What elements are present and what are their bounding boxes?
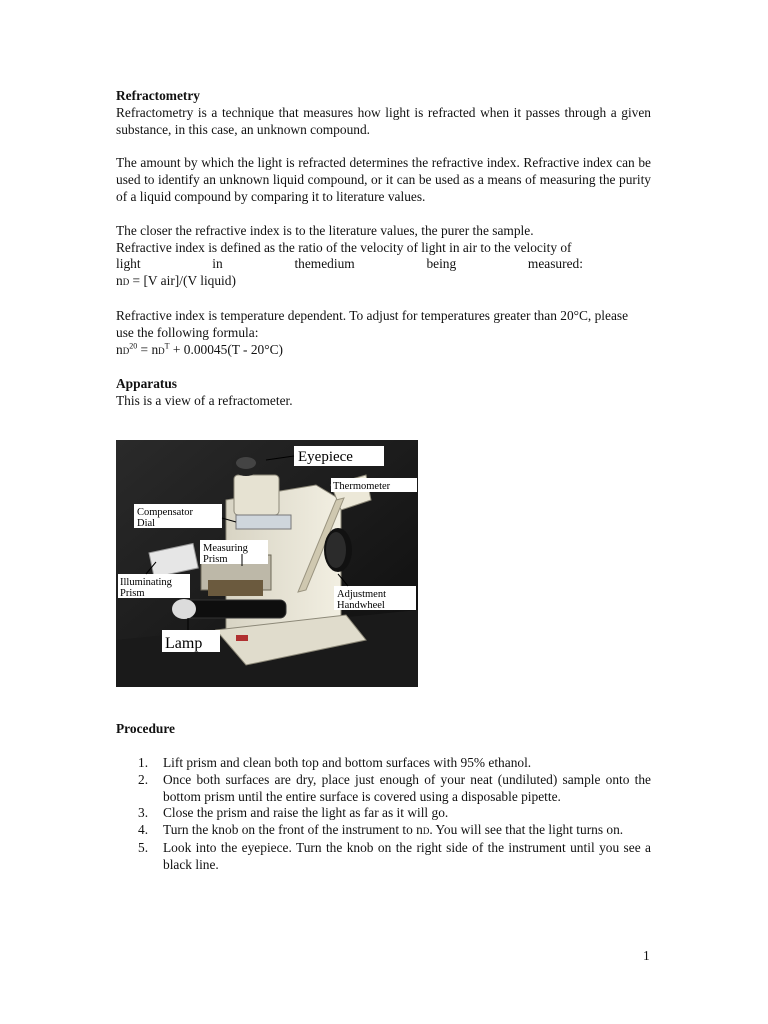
spread-word: being	[426, 256, 457, 272]
paragraph-4: Refractive index is temperature dependent. To adjust for temperatures greater than 20°C, please use the following formula:	[116, 307, 629, 340]
section-heading-procedure: Procedure	[116, 721, 176, 736]
label-compensator-line1: Compensator	[137, 507, 193, 518]
apparatus-caption: This is a view of a refractometer.	[116, 393, 293, 409]
label-compensator-line2: Dial	[137, 518, 156, 529]
formula2-sub2: D	[158, 345, 165, 356]
step-text: Once both surfaces are dry, place just enough of your neat (undiluted) sample onto the bottom prism until the entire surface is covered using a disposable pipette.	[163, 771, 651, 804]
step-number: 1.	[138, 755, 149, 770]
list-item	[116, 822, 651, 840]
formula2-sup2: T	[164, 341, 170, 351]
formula2-sup: 20	[129, 341, 138, 351]
label-adjustment-line1: Adjustment	[337, 589, 386, 600]
paragraph-2: The amount by which the light is refracted determines the refractive index. Refractive index can be used to identify an unknown liquid compound, or it can be used as a means of measuring the purity of a liquid compound by comparing it to literature values.	[116, 155, 651, 204]
spread-word: in	[212, 256, 223, 272]
step-number: 4.	[138, 822, 149, 838]
step-number: 5.	[138, 839, 149, 855]
paragraph-3-spread-line	[116, 256, 651, 273]
spread-word: measured:	[527, 256, 583, 272]
label-adjustment-line2: Handwheel	[337, 600, 385, 611]
step-number: 3.	[138, 805, 149, 821]
label-illuminating-line1: Illuminating	[120, 577, 172, 588]
label-lamp: Lamp	[165, 635, 203, 652]
formula-rhs: = [V air]/(V liquid)	[129, 273, 236, 289]
spread-word: themedium	[294, 256, 355, 272]
step-text: Look into the eyepiece. Turn the knob on the right side of the instrument until you see a black line.	[163, 839, 651, 872]
list-item	[116, 755, 651, 772]
formula2-sub: D	[122, 345, 130, 356]
label-thermometer: Thermometer	[333, 481, 391, 492]
formula-temperature	[116, 342, 651, 360]
paragraph-1: Refractometry is a technique that measures how light is refracted when it passes through a given substance, in this case, an unknown compound.	[116, 104, 651, 137]
label-measuring-line2: Prism	[203, 554, 228, 565]
section-heading-apparatus: Apparatus	[116, 376, 178, 392]
paragraph-3-line-2: Refractive index is defined as the ratio of the velocity of light in air to the velocity of	[116, 239, 572, 255]
step-subscript: D	[422, 826, 430, 837]
refractometer-photo	[116, 440, 418, 687]
formula2-eq: = n	[137, 341, 159, 357]
formula-refractive-index	[116, 273, 651, 291]
step-text: Lift prism and clean both top and bottom surfaces with 95% ethanol.	[163, 755, 532, 770]
p3-line1-text: The closer the refractive index is to the literature values, the purer the sample.	[116, 222, 534, 238]
formula2-rest: + 0.00045(T - 20°C)	[169, 341, 284, 357]
page-number: 1	[643, 948, 650, 963]
label-eyepiece: Eyepiece	[298, 449, 353, 465]
formula-sub-d: D	[122, 277, 130, 288]
procedure-list	[116, 755, 651, 874]
label-measuring-line1: Measuring	[203, 543, 248, 554]
label-illuminating-line2: Prism	[120, 588, 145, 599]
list-item	[116, 772, 651, 806]
list-item	[116, 805, 651, 822]
step-text: . You will see that the light turns on.	[429, 822, 624, 838]
list-item	[116, 840, 651, 874]
formula2-n: n	[116, 341, 123, 357]
section-heading-refractometry: Refractometry	[116, 88, 201, 103]
step-number: 2.	[138, 771, 149, 787]
paragraph-3-line-1	[116, 223, 651, 240]
formula-n: n	[116, 273, 123, 289]
intro-section	[116, 88, 651, 410]
spread-word: light	[116, 256, 141, 272]
step-text: Turn the knob on the front of the instrument to n	[163, 822, 423, 838]
step-text: Close the prism and raise the light as far as it will go.	[163, 805, 449, 821]
